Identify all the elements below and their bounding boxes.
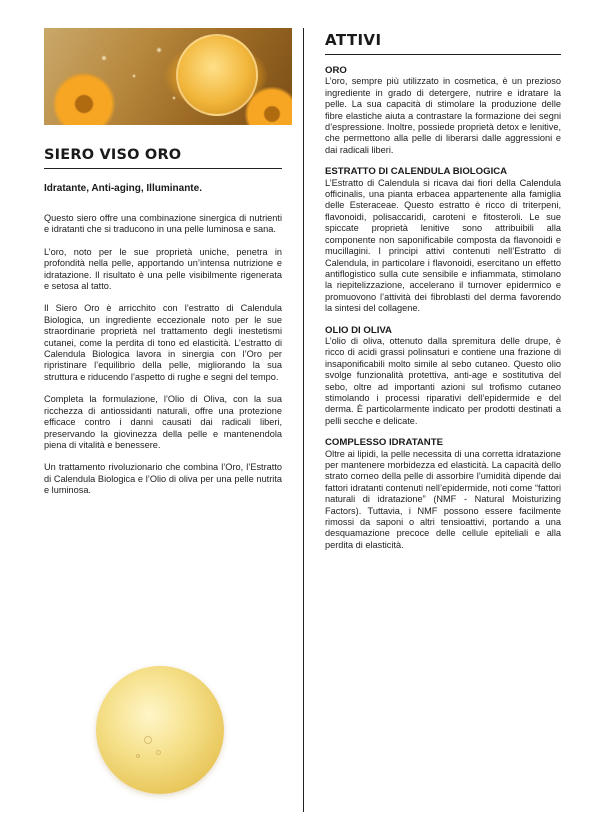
drop-bubble [144, 736, 152, 744]
active-ingredient [325, 166, 561, 314]
product-column [44, 146, 282, 508]
hero-image-gold-serum-calendula [44, 28, 292, 125]
product-tagline: Idratante, Anti-aging, Illuminante. [44, 183, 202, 194]
description-paragraph: Completa la formulazione, l’Olio di Oliva, con la sua ricchezza di antiossidanti naturali, offre una protezione efficace contro i danni causati dai radicali liberi, preservando la giovinezza della pelle e mantenendola piena di vitalità e benessere. [44, 394, 282, 450]
description-paragraph: Un trattamento rivoluzionario che combina l’Oro, l’Estratto di Calendula Biologica e l’Olio di oliva per una pelle nutrita e luminosa. [44, 462, 282, 496]
serum-drop-image [96, 666, 224, 794]
active-ingredient-name: ESTRATTO DI CALENDULA BIOLOGICA [325, 166, 508, 178]
description-paragraph: Il Siero Oro è arricchito con l’estratto di Calendula Biologica, un ingrediente eccezionale noto per le sue straordinarie proprietà nel trattamento degli inestetismi cutanei, come la perdita di tono ed elasticità. L’estratto di Calendula Biologica lavora in sinergia con l’Oro per ripristinare l’equilibrio della pelle, migliorando la sua struttura e riducendo l’aspetto di rughe e segni del tempo. [44, 303, 282, 382]
active-ingredient-text: Oltre ai lipidi, la pelle necessita di una corretta idratazione per mantenere morbidezza ed elasticità. La capacità dello strato corneo della pelle di assorbire l’umidità dipende dai fattori idratanti contenuti nell’epidermide, noti come “fattori naturali di idratazione” (NMF - Natural Moisturizing Factors). Tuttavia, i NMF possono essere facilmente rimossi da saponi o altri tensioattivi, portando a una desquamazione precoce delle cellule epiteliali e alla perdita di elasticità. [325, 448, 561, 550]
active-ingredient [325, 325, 561, 428]
actives-list [325, 65, 561, 551]
drop-bubble [136, 754, 140, 758]
product-description [44, 213, 282, 497]
active-ingredient-text: L’oro, sempre più utilizzato in cosmetica, è un prezioso ingrediente in grado di detergere, nutrire e idratare la pelle. La sua capacità di stimolare la produzione delle fibre elastiche aiuta a contrastare la formazione dei segni d’espressione. Inoltre, possiede proprietà detox e lenitive, che permettono alla pelle di liberarsi dalle aggressioni e dai radicali liberi. [325, 76, 561, 155]
active-ingredient [325, 65, 561, 156]
serum-glass-bowl [176, 34, 258, 116]
active-ingredient-text: L’Estratto di Calendula si ricava dai fiori della Calendula officinalis, una pianta erbacea appartenente alla famiglia delle Esteraceae. Questo estratto è ricco di triterpeni, flavonoidi, polisaccaridi, caroteni e fitosteroli. Le sue spiccate proprietà lenitive sono attribuibili alla componente non saponificabile composta da flavonoidi e mucillagini. I principi attivi contenuti nell’Estratto di Calendula, in particolare i flavonoidi, esercitano un effetto antiflogistico sulla cute sensibile e infiammata, stimolano la riepitelizzazione, accelerano il turnover epidermico e promuovono l’attività dei fibroblasti del derma favorendo la sintesi del collagene. [325, 177, 561, 314]
description-paragraph: Questo siero offre una combinazione sinergica di nutrienti e idratanti che si traducono in una pelle luminosa e sana. [44, 213, 282, 235]
active-ingredient-name: COMPLESSO IDRATANTE [325, 437, 443, 449]
active-ingredient-name: ORO [325, 65, 347, 76]
product-title: SIERO VISO ORO [44, 146, 282, 169]
column-divider [303, 28, 304, 812]
active-ingredient [325, 437, 561, 551]
calendula-flower-left [52, 72, 116, 125]
actives-column [325, 30, 561, 561]
actives-title: ATTIVI [325, 30, 561, 55]
active-ingredient-text: L’olio di oliva, ottenuto dalla spremitura delle drupe, è ricco di acidi grassi polinsaturi e contiene una frazione di insaponificabili molto simile al sebo cutaneo. Questo olio svolge funzionalità protettiva, anti-age e sostitutiva del sebo, oltre ad importanti azioni sul trofismo cutaneo stimolando i processi riparativi dell’epidermide e del derma. È particolarmente indicato per prodotti destinati a pelli secche e delicate. [325, 335, 561, 426]
active-ingredient-name: OLIO DI OLIVA [325, 324, 392, 336]
drop-bubble [156, 750, 161, 755]
description-paragraph: L’oro, noto per le sue proprietà uniche, penetra in profondità nella pelle, apportando un’intensa nutrizione e idratazione. Il risultato è una pelle visibilmente rigenerata e setosa al tatto. [44, 246, 282, 292]
